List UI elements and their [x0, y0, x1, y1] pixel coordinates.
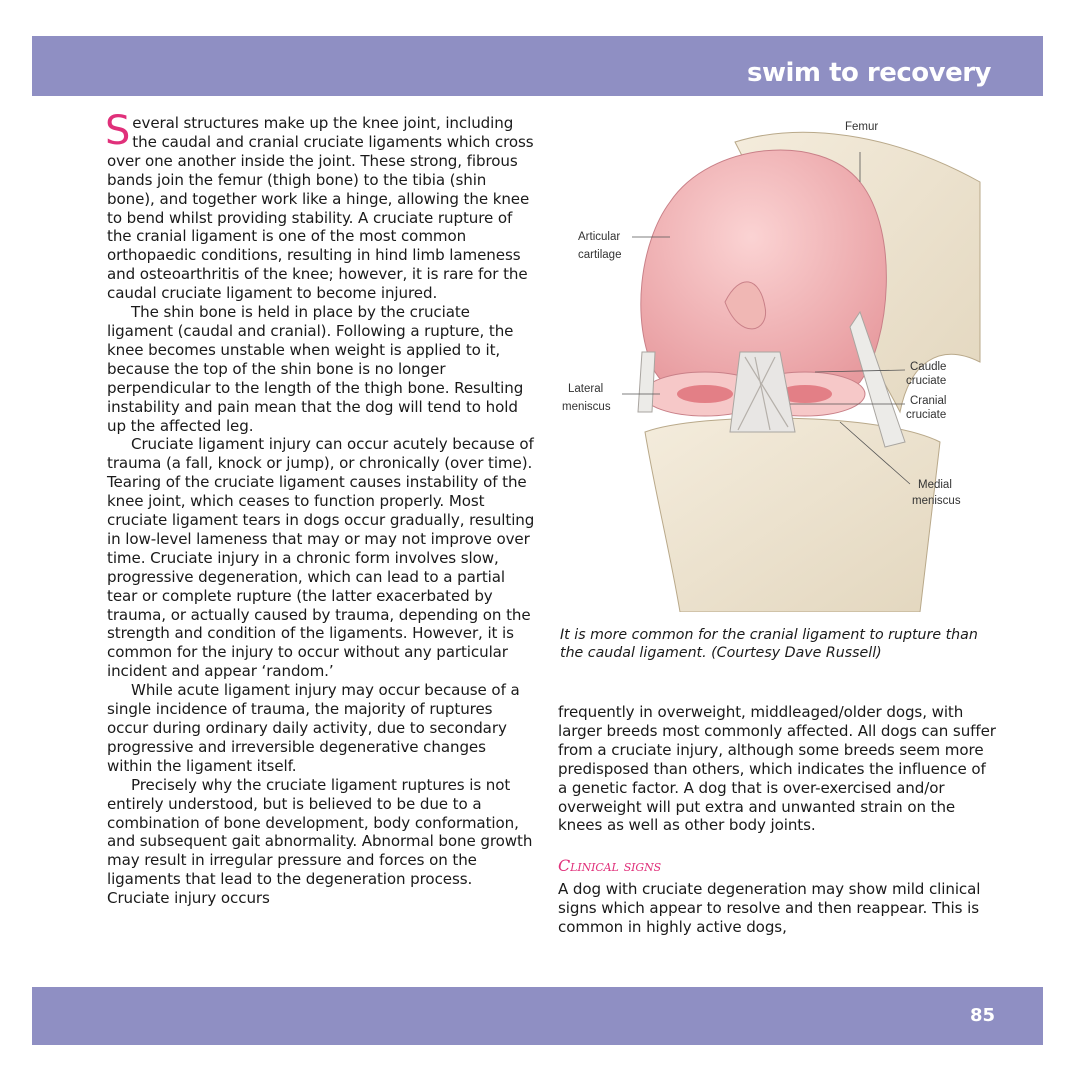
label-lateral-1: Lateral: [568, 383, 604, 395]
label-articular-1: Articular: [578, 231, 621, 243]
footer-band: [32, 987, 1043, 1045]
figure-caption: It is more common for the cranial ligament to rupture than the caudal ligament. (Courtesy Dave Russell): [560, 627, 978, 661]
right-column: [558, 703, 998, 937]
right-paragraph-2: A dog with cruciate degeneration may show mild clinical signs which appear to resolve and then reappear. This is common in highly active dogs,: [558, 880, 981, 937]
paragraph-2: The shin bone is held in place by the cruciate ligament (caudal and cranial). Following a rupture, the knee becomes unstable when weight is applied to it, because the top of the shin bone is no longer perpendicular to the length of the thigh bone. Resulting instability and pain mean that the dog will tend to hold up the affected leg.: [107, 303, 524, 435]
paragraph-5: Precisely why the cruciate ligament ruptures is not entirely understood, but is believed to be due to a combination of bone development, body conformation, and subsequent gait abnormality. Abnormal bone growth may result in irregular pressure and forces on the ligaments that lead to the degeneration process. Cruciate injury occurs: [107, 775, 533, 908]
knee-illustration: [560, 112, 990, 612]
label-cranial-1: Cranial: [910, 395, 947, 407]
paragraph-1: [105, 108, 535, 303]
tibia: [645, 418, 940, 612]
label-medial-2: meniscus: [912, 495, 961, 507]
label-femur: Femur: [845, 121, 879, 133]
label-caudle-1: Caudle: [910, 361, 947, 373]
right-paragraph-1: frequently in overweight, middleaged/older dogs, with larger breeds most commonly affected. All dogs can suffer from a cruciate injury, although some breeds seem more predisposed than others, which indicates the influence of a genetic factor. A dog that is over-exercised and/or overweight will put extra and unwanted strain on the knees as well as other body joints.: [558, 703, 996, 835]
lateral-meniscus-inner: [677, 385, 733, 403]
lateral-collateral-ligament: [638, 352, 655, 412]
page-number: 85: [969, 1005, 995, 1026]
label-medial-1: Medial: [918, 479, 952, 491]
label-caudle-2: cruciate: [906, 375, 947, 387]
paragraph-1-text: everal structures make up the knee joint, including the caudal and cranial cruciate ligaments which cross over one another inside the joint. These strong, fibrous bands join the femur (thigh bone) to the tibia (shin bone), and together work like a hinge, allowing the knee to bend whilst providing stability. A cruciate rupture of the cranial ligament is one of the most common orthopaedic conditions, resulting in hind limb lameness and osteoarthritis of the knee; however, it is rare for the caudal cruciate ligament to become injured.: [107, 114, 534, 303]
knee-diagram: [560, 112, 990, 612]
drop-cap: S: [105, 108, 131, 154]
paragraph-4: While acute ligament injury may occur because of a single incidence of trauma, the majority of ruptures occur during ordinary daily activity, due to secondary progressive and irreversible degenerative changes within the ligament itself.: [107, 681, 520, 775]
left-column: [105, 108, 535, 908]
header-band: [32, 36, 1043, 96]
label-cranial-2: cruciate: [906, 409, 947, 421]
label-lateral-2: meniscus: [562, 401, 611, 413]
label-articular-2: cartilage: [578, 249, 622, 261]
section-title: swim to recovery: [747, 58, 991, 88]
paragraph-3: Cruciate ligament injury can occur acutely because of trauma (a fall, knock or jump), or chronically (over time). Tearing of the cruciate ligament causes instability of the knee joint, which ceases to function properly. Most cruciate ligament tears in dogs occur gradually, resulting in low-level lameness that may or may not improve over time. Cruciate injury in a chronic form involves slow, progressive degeneration, which can lead to a partial tear or complete rupture (the latter exacerbated by trauma, or actually caused by trauma, depending on the strength and condition of the ligaments. However, it is common for the injury to occur without any particular incident and appear ‘random.’: [107, 435, 535, 681]
section-subheading: Clinical signs: [558, 856, 662, 876]
